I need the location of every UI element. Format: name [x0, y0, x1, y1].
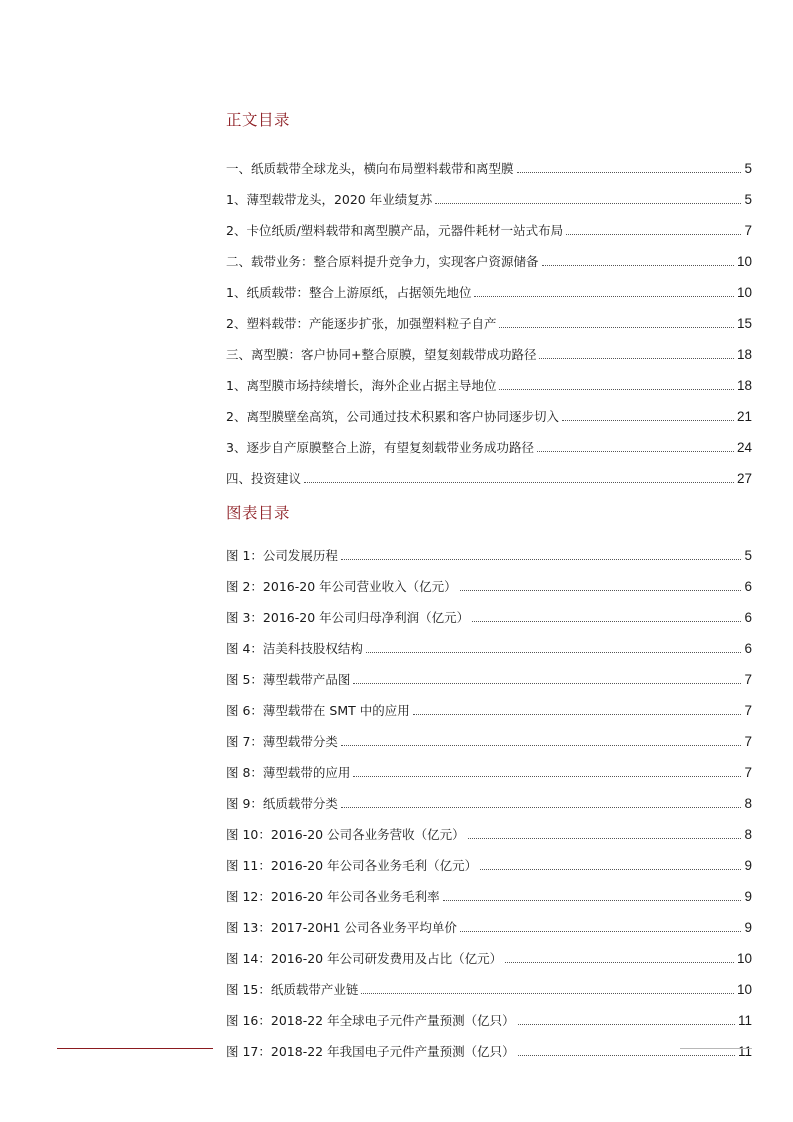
page-number[interactable]: 11	[737, 1044, 752, 1059]
figure-entry-text[interactable]: 图 5：薄型载带产品图	[226, 672, 351, 687]
dot-leader	[341, 745, 742, 746]
figure-entry-text[interactable]: 图 17：2018-22 年我国电子元件产量预测（亿只）	[226, 1044, 515, 1059]
toc-entry-text[interactable]: 1、离型膜市场持续增长，海外企业占据主导地位	[226, 378, 497, 393]
dot-leader	[539, 358, 733, 359]
page-number[interactable]: 15	[736, 316, 752, 331]
toc-entry[interactable]	[226, 394, 752, 425]
figure-entry-text[interactable]: 图 1：公司发展历程	[226, 548, 338, 563]
page-number[interactable]: 10	[736, 951, 752, 966]
figure-entry[interactable]	[226, 1029, 752, 1060]
dot-leader	[518, 1055, 735, 1056]
dot-leader	[474, 296, 734, 297]
page-number[interactable]: 18	[736, 347, 752, 362]
dot-leader	[468, 838, 742, 839]
toc-list	[226, 146, 752, 487]
toc-entry[interactable]	[226, 332, 752, 363]
figure-entry-text[interactable]: 图 11：2016-20 年公司各业务毛利（亿元）	[226, 858, 478, 873]
dot-leader	[505, 962, 734, 963]
page-number[interactable]: 24	[736, 440, 752, 455]
toc-title: 正文目录	[226, 111, 291, 129]
toc-entry-text[interactable]: 2、离型膜壁垒高筑，公司通过技术积累和客户协同逐步切入	[226, 409, 559, 424]
toc-entry-text[interactable]: 2、卡位纸质/塑料载带和离型膜产品，元器件耗材一站式布局	[226, 223, 564, 238]
page-number[interactable]: 6	[744, 610, 752, 625]
figure-entry[interactable]	[226, 998, 752, 1029]
figure-entry[interactable]	[226, 626, 752, 657]
figure-entry-text[interactable]: 图 10：2016-20 公司各业务营收（亿元）	[226, 827, 465, 842]
page-number[interactable]: 6	[744, 641, 752, 656]
toc-entry-text[interactable]: 二、载带业务：整合原料提升竞争力，实现客户资源储备	[226, 254, 539, 269]
page-number[interactable]: 7	[744, 672, 752, 687]
figure-entry[interactable]	[226, 564, 752, 595]
figure-entry[interactable]	[226, 688, 752, 719]
figure-entry[interactable]	[226, 967, 752, 998]
toc-entry-text[interactable]: 1、纸质载带：整合上游原纸，占据领先地位	[226, 285, 472, 300]
dot-leader	[517, 172, 742, 173]
dot-leader	[518, 1024, 735, 1025]
figure-entry[interactable]	[226, 812, 752, 843]
page-number[interactable]: 9	[744, 889, 752, 904]
figure-entry-text[interactable]: 图 9：纸质载带分类	[226, 796, 338, 811]
figure-entry-text[interactable]: 图 15：纸质载带产业链	[226, 982, 359, 997]
dot-leader	[542, 265, 734, 266]
figure-entry[interactable]	[226, 874, 752, 905]
figure-entry-text[interactable]: 图 8：薄型载带的应用	[226, 765, 351, 780]
toc-entry-text[interactable]: 1、薄型载带龙头，2020 年业绩复苏	[226, 192, 433, 207]
figure-entry[interactable]	[226, 533, 752, 564]
dot-leader	[413, 714, 742, 715]
dot-leader	[472, 621, 741, 622]
dot-leader	[480, 869, 741, 870]
dot-leader	[341, 559, 742, 560]
figure-entry-text[interactable]: 图 16：2018-22 年全球电子元件产量预测（亿只）	[226, 1013, 515, 1028]
toc-entry[interactable]	[226, 270, 752, 301]
page-number[interactable]: 18	[736, 378, 752, 393]
figure-entry[interactable]	[226, 719, 752, 750]
figure-entry-text[interactable]: 图 14：2016-20 年公司研发费用及占比（亿元）	[226, 951, 503, 966]
figure-entry-text[interactable]: 图 12：2016-20 年公司各业务毛利率	[226, 889, 440, 904]
figure-entry[interactable]	[226, 781, 752, 812]
dot-leader	[435, 203, 741, 204]
page-number[interactable]: 5	[744, 161, 752, 176]
page-number[interactable]: 7	[744, 765, 752, 780]
dot-leader	[341, 807, 742, 808]
page-number[interactable]: 10	[736, 285, 752, 300]
figure-entry[interactable]	[226, 595, 752, 626]
page-number[interactable]: 27	[736, 471, 752, 486]
dot-leader	[499, 327, 734, 328]
figure-entry-text[interactable]: 图 3：2016-20 年公司归母净利润（亿元）	[226, 610, 470, 625]
toc-entry-text[interactable]: 三、离型膜：客户协同+整合原膜，望复刻载带成功路径	[226, 347, 537, 362]
dot-leader	[443, 900, 742, 901]
toc-entry-text[interactable]: 四、投资建议	[226, 471, 302, 486]
figure-entry[interactable]	[226, 905, 752, 936]
page-number[interactable]: 6	[744, 579, 752, 594]
figure-entry-text[interactable]: 图 4：洁美科技股权结构	[226, 641, 363, 656]
toc-entry[interactable]	[226, 239, 752, 270]
toc-entry[interactable]	[226, 456, 752, 487]
toc-entry[interactable]	[226, 363, 752, 394]
dot-leader	[537, 451, 734, 452]
toc-entry[interactable]	[226, 208, 752, 239]
figure-entry-text[interactable]: 图 6：薄型载带在 SMT 中的应用	[226, 703, 410, 718]
figure-list	[226, 533, 752, 1060]
dot-leader	[460, 931, 742, 932]
toc-entry[interactable]	[226, 146, 752, 177]
page-number[interactable]: 8	[744, 796, 752, 811]
dot-leader	[566, 234, 741, 235]
dot-leader	[499, 389, 734, 390]
page-number[interactable]: 7	[744, 734, 752, 749]
dot-leader	[562, 420, 734, 421]
footer-rule	[680, 1048, 752, 1049]
page-number[interactable]: 5	[744, 192, 752, 207]
page-number[interactable]: 10	[736, 982, 752, 997]
dot-leader	[353, 776, 741, 777]
dot-leader	[460, 590, 742, 591]
page-number[interactable]: 5	[744, 548, 752, 563]
page-number[interactable]: 8	[744, 827, 752, 842]
page-number[interactable]: 21	[736, 409, 752, 424]
toc-entry[interactable]	[226, 301, 752, 332]
figure-entry[interactable]	[226, 843, 752, 874]
dot-leader	[353, 683, 741, 684]
footer-accent-rule	[57, 1048, 213, 1049]
figure-entry-text[interactable]: 图 7：薄型载带分类	[226, 734, 338, 749]
page-number[interactable]: 7	[744, 223, 752, 238]
toc-entry[interactable]	[226, 177, 752, 208]
figure-entry-text[interactable]: 图 2：2016-20 年公司营业收入（亿元）	[226, 579, 457, 594]
page-number[interactable]: 11	[737, 1013, 752, 1028]
toc-entry-text[interactable]: 3、逐步自产原膜整合上游，有望复刻载带业务成功路径	[226, 440, 534, 455]
dot-leader	[366, 652, 742, 653]
figure-list-title: 图表目录	[226, 504, 291, 522]
dot-leader	[361, 993, 734, 994]
toc-entry-text[interactable]: 2、塑料载带：产能逐步扩张，加强塑料粒子自产	[226, 316, 497, 331]
figure-entry[interactable]	[226, 936, 752, 967]
page-number[interactable]: 9	[744, 920, 752, 935]
toc-entry[interactable]	[226, 425, 752, 456]
page-number[interactable]: 9	[744, 858, 752, 873]
page-number[interactable]: 10	[736, 254, 752, 269]
figure-entry-text[interactable]: 图 13：2017-20H1 公司各业务平均单价	[226, 920, 457, 935]
toc-entry-text[interactable]: 一、纸质载带全球龙头，横向布局塑料载带和离型膜	[226, 161, 514, 176]
page-number[interactable]: 7	[744, 703, 752, 718]
figure-entry[interactable]	[226, 657, 752, 688]
figure-entry[interactable]	[226, 750, 752, 781]
dot-leader	[304, 482, 734, 483]
